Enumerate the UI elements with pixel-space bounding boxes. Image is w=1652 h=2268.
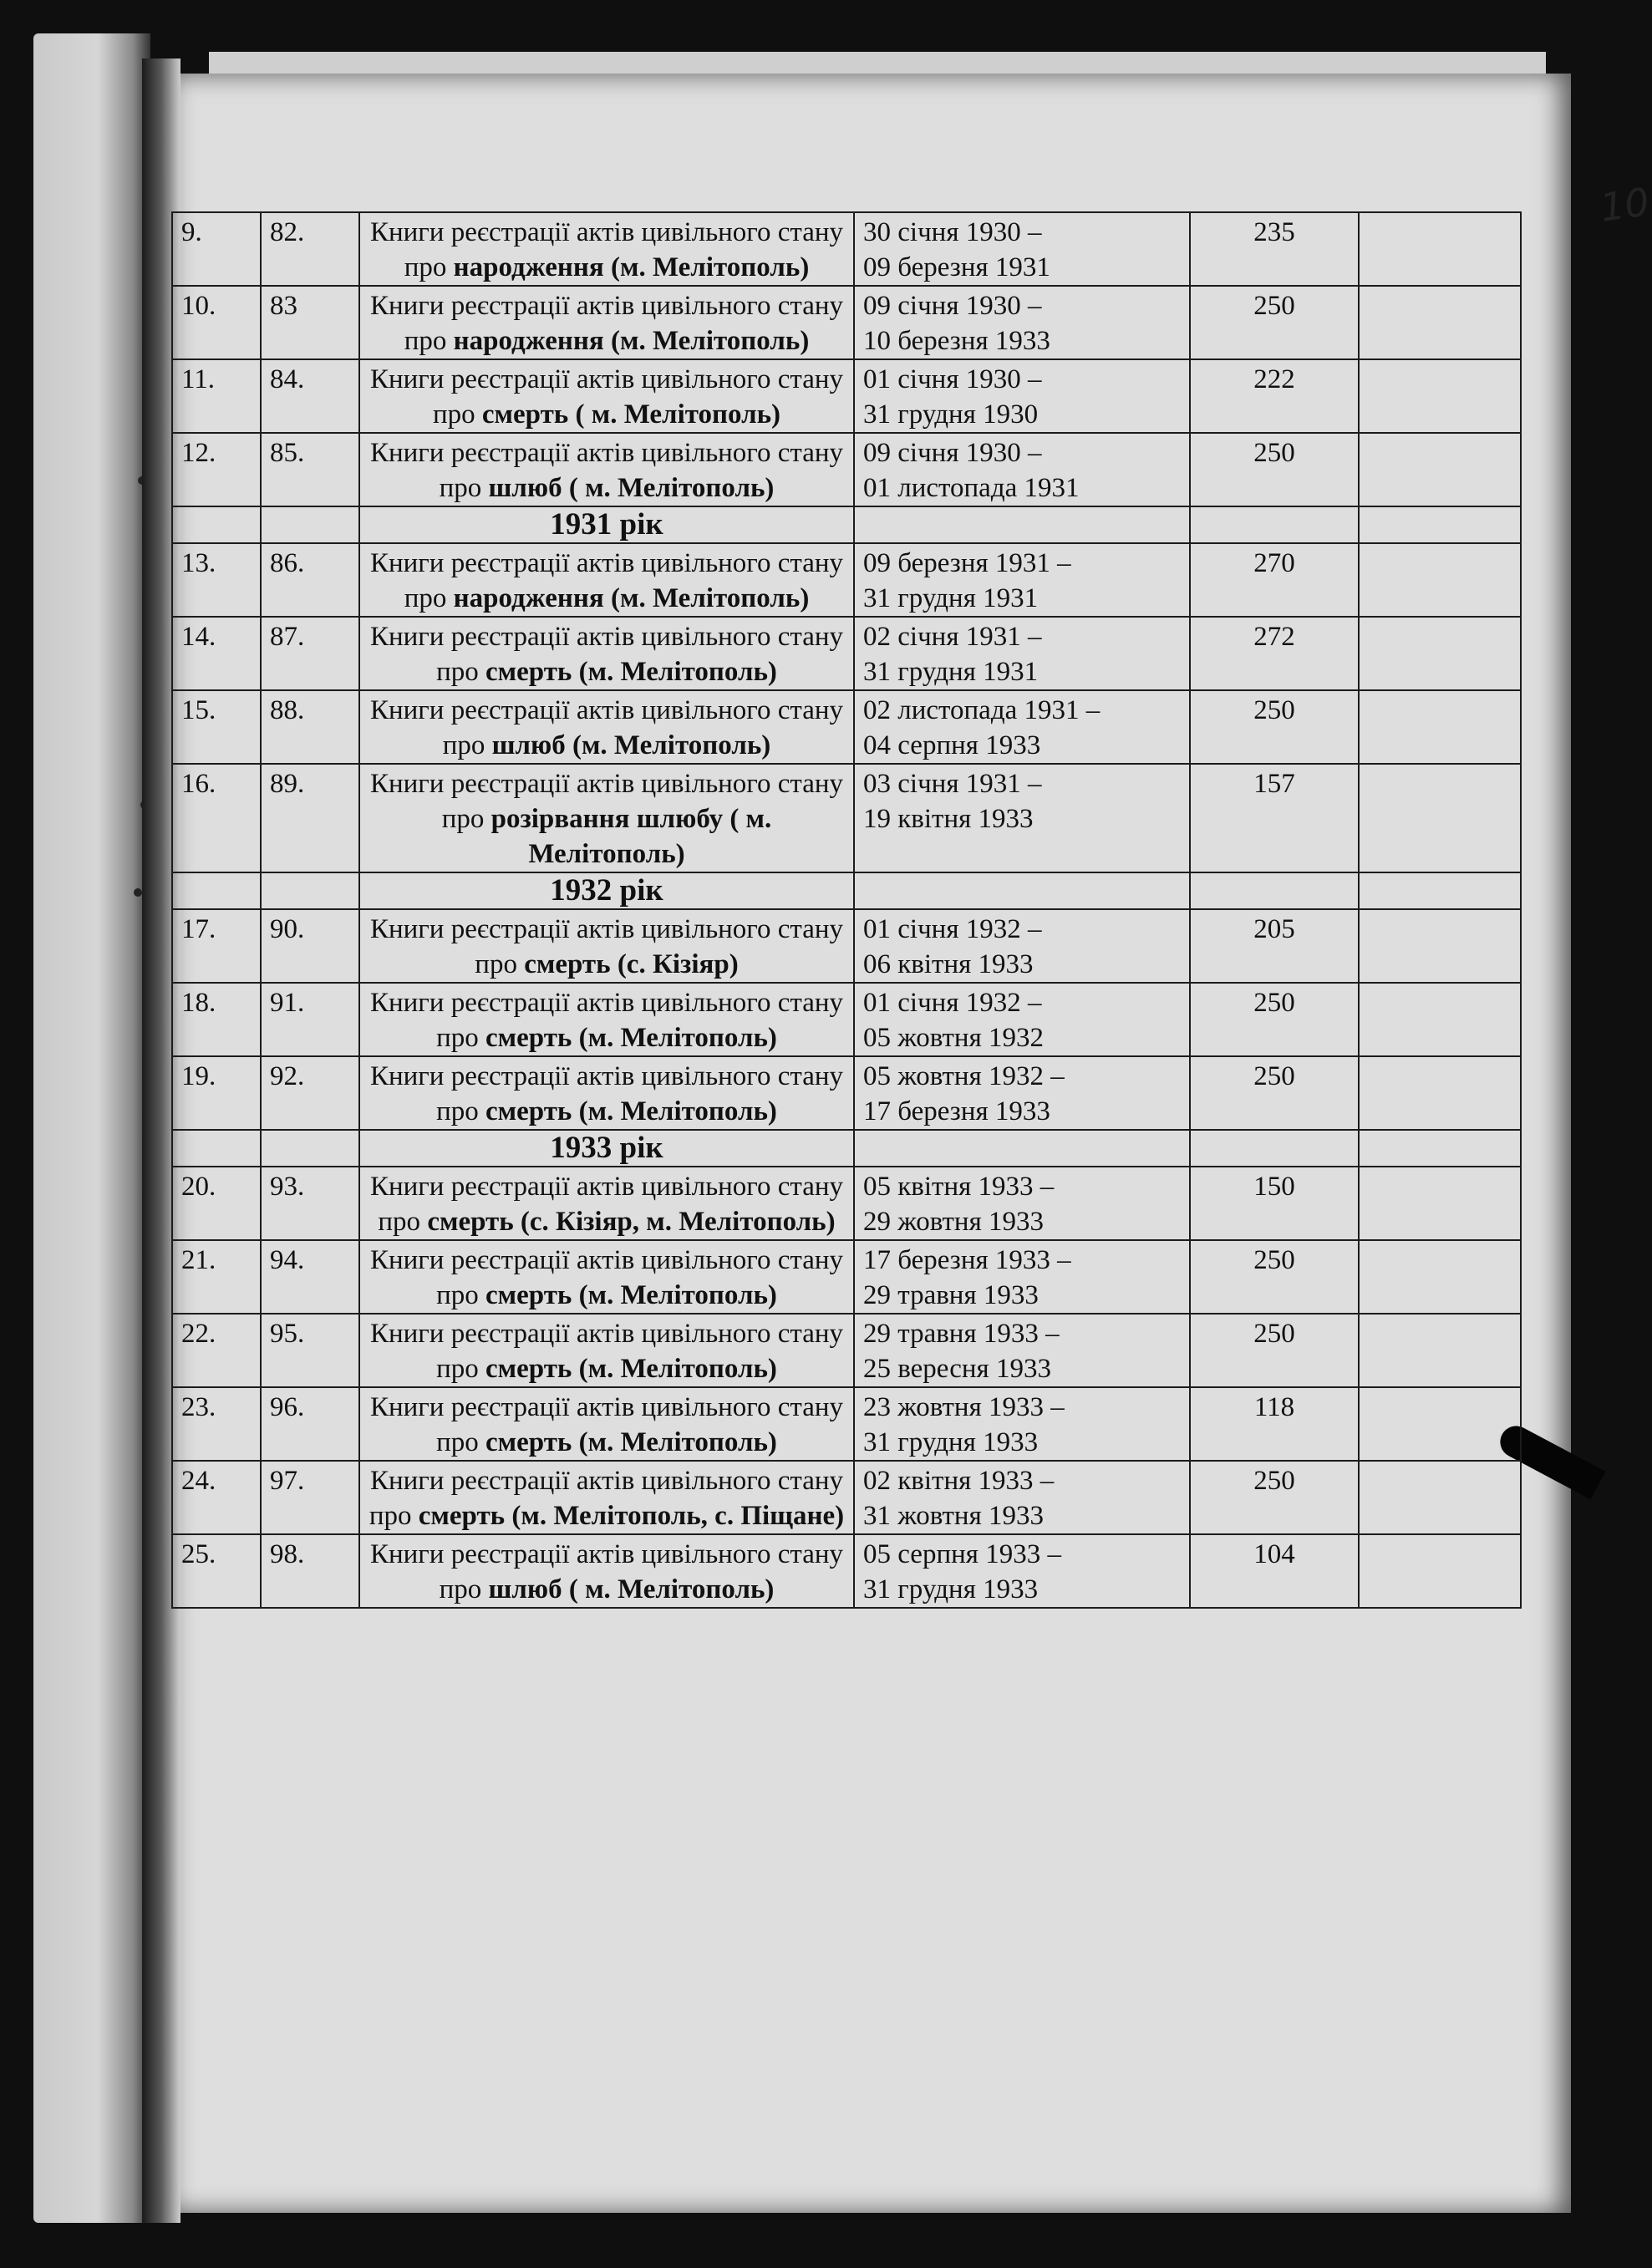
page-count: 235	[1190, 212, 1359, 286]
page-count: 250	[1190, 983, 1359, 1056]
page-count: 250	[1190, 286, 1359, 359]
title-text: Книги реєстрації актів цивільного стану про	[369, 622, 844, 687]
empty-cell	[854, 872, 1190, 909]
table-row	[172, 1387, 1521, 1461]
row-number: 18.	[172, 983, 261, 1056]
inventory-number: 88.	[261, 690, 359, 764]
date-to: 29 травня 1933	[863, 1280, 1039, 1310]
date-from: 01 січня 1932 –	[863, 988, 1042, 1018]
inventory-number: 94.	[261, 1240, 359, 1314]
date-range	[854, 1240, 1190, 1314]
date-from: 05 серпня 1933 –	[863, 1539, 1061, 1569]
inventory-number: 98.	[261, 1534, 359, 1608]
notes-cell	[1359, 909, 1521, 983]
table-row	[172, 617, 1521, 690]
empty-cell	[261, 872, 359, 909]
binding-hole	[134, 888, 142, 897]
notes-cell	[1359, 359, 1521, 433]
record-title	[359, 1461, 854, 1534]
inventory-number: 92.	[261, 1056, 359, 1130]
record-title	[359, 1387, 854, 1461]
date-range	[854, 286, 1190, 359]
date-from: 05 жовтня 1932 –	[863, 1061, 1065, 1091]
date-range	[854, 1167, 1190, 1240]
notes-cell	[1359, 690, 1521, 764]
inventory-number: 96.	[261, 1387, 359, 1461]
title-text: Книги реєстрації актів цивільного стану про	[369, 217, 844, 282]
title-text: Книги реєстрації актів цивільного стану про	[369, 1392, 844, 1457]
title-text: Книги реєстрації актів цивільного стану про	[369, 1466, 844, 1531]
date-to: 10 березня 1933	[863, 326, 1050, 356]
notes-cell	[1359, 764, 1521, 872]
notes-cell	[1359, 286, 1521, 359]
date-range	[854, 690, 1190, 764]
notes-cell	[1359, 1314, 1521, 1387]
year-label: 1932 рік	[359, 872, 854, 909]
title-subject: смерть ( м. Мелітополь)	[481, 399, 781, 430]
archive-inventory-table	[171, 211, 1522, 1609]
page-count: 270	[1190, 543, 1359, 617]
record-title	[359, 617, 854, 690]
year-header-row	[172, 506, 1521, 543]
title-subject: шлюб (м. Мелітополь)	[491, 730, 771, 760]
record-title	[359, 690, 854, 764]
empty-cell	[1359, 1130, 1521, 1167]
date-range	[854, 983, 1190, 1056]
inventory-number: 97.	[261, 1461, 359, 1534]
date-from: 01 січня 1932 –	[863, 914, 1042, 944]
title-text: Книги реєстрації актів цивільного стану про	[369, 548, 844, 613]
date-from: 29 травня 1933 –	[863, 1319, 1060, 1349]
notes-cell	[1359, 1240, 1521, 1314]
notes-cell	[1359, 433, 1521, 506]
page-count: 250	[1190, 1240, 1359, 1314]
date-from: 09 січня 1930 –	[863, 438, 1042, 468]
inventory-number: 86.	[261, 543, 359, 617]
table-row	[172, 764, 1521, 872]
empty-cell	[1190, 506, 1359, 543]
table-row	[172, 983, 1521, 1056]
title-subject: народження (м. Мелітополь)	[453, 583, 810, 613]
record-title	[359, 543, 854, 617]
title-subject: народження (м. Мелітополь)	[453, 326, 810, 356]
record-title	[359, 1534, 854, 1608]
table-row	[172, 433, 1521, 506]
title-subject: смерть (м. Мелітополь)	[485, 1023, 777, 1053]
table-row	[172, 1314, 1521, 1387]
year-header-row	[172, 1130, 1521, 1167]
title-text: Книги реєстрації актів цивільного стану про	[369, 988, 844, 1053]
table-row	[172, 1056, 1521, 1130]
date-range	[854, 212, 1190, 286]
row-number: 11.	[172, 359, 261, 433]
notes-cell	[1359, 1534, 1521, 1608]
title-text: Книги реєстрації актів цивільного стану про	[369, 1319, 844, 1384]
empty-cell	[261, 506, 359, 543]
inventory-number: 84.	[261, 359, 359, 433]
table-row	[172, 212, 1521, 286]
row-number: 20.	[172, 1167, 261, 1240]
title-subject: смерть (м. Мелітополь)	[485, 1354, 777, 1384]
inventory-number: 93.	[261, 1167, 359, 1240]
inventory-number: 95.	[261, 1314, 359, 1387]
page-count: 222	[1190, 359, 1359, 433]
empty-cell	[1190, 1130, 1359, 1167]
title-subject: смерть (с. Кізіяр, м. Мелітополь)	[427, 1207, 836, 1237]
table-row	[172, 286, 1521, 359]
date-to: 09 березня 1931	[863, 252, 1050, 282]
table-row	[172, 1167, 1521, 1240]
empty-cell	[854, 506, 1190, 543]
record-title	[359, 212, 854, 286]
date-to: 31 грудня 1931	[863, 657, 1039, 687]
empty-cell	[172, 506, 261, 543]
title-text: Книги реєстрації актів цивільного стану про	[369, 695, 844, 760]
date-range	[854, 1056, 1190, 1130]
record-title	[359, 433, 854, 506]
page-count: 118	[1190, 1387, 1359, 1461]
date-to: 04 серпня 1933	[863, 730, 1041, 760]
notes-cell	[1359, 1056, 1521, 1130]
date-range	[854, 617, 1190, 690]
table-row	[172, 1461, 1521, 1534]
date-range	[854, 1314, 1190, 1387]
notes-cell	[1359, 1167, 1521, 1240]
notes-cell	[1359, 983, 1521, 1056]
date-to: 25 вересня 1933	[863, 1354, 1051, 1384]
title-text: Книги реєстрації актів цивільного стану про	[369, 438, 844, 503]
title-subject: шлюб ( м. Мелітополь)	[488, 1574, 775, 1604]
inventory-number: 90.	[261, 909, 359, 983]
title-subject: смерть (м. Мелітополь)	[485, 1096, 777, 1126]
record-title	[359, 359, 854, 433]
folio-number: 10	[1597, 179, 1652, 231]
date-from: 01 січня 1930 –	[863, 364, 1042, 394]
year-header-row	[172, 872, 1521, 909]
date-from: 30 січня 1930 –	[863, 217, 1042, 247]
date-from: 09 березня 1931 –	[863, 548, 1071, 578]
row-number: 12.	[172, 433, 261, 506]
date-range	[854, 909, 1190, 983]
table-body	[172, 212, 1521, 1608]
row-number: 16.	[172, 764, 261, 872]
row-number: 21.	[172, 1240, 261, 1314]
date-to: 31 грудня 1933	[863, 1427, 1039, 1457]
empty-cell	[172, 1130, 261, 1167]
table-row	[172, 543, 1521, 617]
table-row	[172, 1534, 1521, 1608]
date-from: 17 березня 1933 –	[863, 1245, 1071, 1275]
inventory-number: 85.	[261, 433, 359, 506]
title-subject: шлюб ( м. Мелітополь)	[488, 473, 775, 503]
title-subject: смерть (с. Кізіяр)	[524, 949, 739, 979]
notes-cell	[1359, 1387, 1521, 1461]
date-range	[854, 433, 1190, 506]
title-subject: смерть (м. Мелітополь)	[485, 1280, 777, 1310]
date-from: 05 квітня 1933 –	[863, 1172, 1055, 1202]
title-text: Книги реєстрації актів цивільного стану про	[369, 1539, 844, 1604]
inventory-number: 82.	[261, 212, 359, 286]
date-range	[854, 1461, 1190, 1534]
record-title	[359, 909, 854, 983]
title-subject: смерть (м. Мелітополь, с. Піщане)	[418, 1501, 845, 1531]
notes-cell	[1359, 543, 1521, 617]
record-title	[359, 1314, 854, 1387]
record-title	[359, 983, 854, 1056]
title-subject: народження (м. Мелітополь)	[453, 252, 810, 282]
table-row	[172, 359, 1521, 433]
page-count: 272	[1190, 617, 1359, 690]
row-number: 17.	[172, 909, 261, 983]
row-number: 19.	[172, 1056, 261, 1130]
record-title	[359, 1167, 854, 1240]
empty-cell	[1359, 506, 1521, 543]
date-from: 02 січня 1931 –	[863, 622, 1042, 652]
date-range	[854, 1387, 1190, 1461]
date-from: 03 січня 1931 –	[863, 769, 1042, 799]
page-count: 250	[1190, 1056, 1359, 1130]
page-count: 250	[1190, 1461, 1359, 1534]
inventory-number: 89.	[261, 764, 359, 872]
title-text: Книги реєстрації актів цивільного стану про	[369, 914, 844, 979]
record-title	[359, 286, 854, 359]
date-to: 31 жовтня 1933	[863, 1501, 1044, 1531]
notes-cell	[1359, 617, 1521, 690]
inventory-number: 83	[261, 286, 359, 359]
title-text: Книги реєстрації актів цивільного стану про	[369, 291, 844, 356]
date-to: 31 грудня 1931	[863, 583, 1039, 613]
date-range	[854, 764, 1190, 872]
row-number: 23.	[172, 1387, 261, 1461]
empty-cell	[1190, 872, 1359, 909]
row-number: 15.	[172, 690, 261, 764]
row-number: 22.	[172, 1314, 261, 1387]
row-number: 10.	[172, 286, 261, 359]
inventory-number: 91.	[261, 983, 359, 1056]
table-row	[172, 690, 1521, 764]
title-text: Книги реєстрації актів цивільного стану про	[369, 1172, 844, 1237]
row-number: 14.	[172, 617, 261, 690]
empty-cell	[854, 1130, 1190, 1167]
binding-back-sheet	[33, 33, 150, 2223]
date-to: 06 квітня 1933	[863, 949, 1034, 979]
table-row	[172, 1240, 1521, 1314]
date-from: 09 січня 1930 –	[863, 291, 1042, 321]
row-number: 25.	[172, 1534, 261, 1608]
date-to: 19 квітня 1933	[863, 804, 1034, 834]
title-subject: смерть (м. Мелітополь)	[485, 1427, 777, 1457]
date-range	[854, 359, 1190, 433]
date-to: 17 березня 1933	[863, 1096, 1050, 1126]
date-to: 31 грудня 1930	[863, 399, 1039, 430]
record-title	[359, 1056, 854, 1130]
title-subject: смерть (м. Мелітополь)	[485, 657, 777, 687]
row-number: 13.	[172, 543, 261, 617]
date-from: 23 жовтня 1933 –	[863, 1392, 1065, 1422]
page-count: 157	[1190, 764, 1359, 872]
date-range	[854, 1534, 1190, 1608]
date-from: 02 квітня 1933 –	[863, 1466, 1055, 1496]
title-text: Книги реєстрації актів цивільного стану про	[369, 1061, 844, 1126]
page-count: 150	[1190, 1167, 1359, 1240]
title-text: Книги реєстрації актів цивільного стану про	[369, 1245, 844, 1310]
row-number: 9.	[172, 212, 261, 286]
page-count: 250	[1190, 433, 1359, 506]
record-title	[359, 764, 854, 872]
date-to: 31 грудня 1933	[863, 1574, 1039, 1604]
page-count: 250	[1190, 1314, 1359, 1387]
page-count: 250	[1190, 690, 1359, 764]
year-label: 1933 рік	[359, 1130, 854, 1167]
empty-cell	[261, 1130, 359, 1167]
date-to: 01 листопада 1931	[863, 473, 1080, 503]
date-range	[854, 543, 1190, 617]
table-row	[172, 909, 1521, 983]
date-to: 05 жовтня 1932	[863, 1023, 1044, 1053]
row-number: 24.	[172, 1461, 261, 1534]
date-from: 02 листопада 1931 –	[863, 695, 1100, 725]
year-label: 1931 рік	[359, 506, 854, 543]
title-text: Книги реєстрації актів цивільного стану про	[369, 769, 844, 834]
notes-cell	[1359, 1461, 1521, 1534]
page-count: 104	[1190, 1534, 1359, 1608]
page-count: 205	[1190, 909, 1359, 983]
empty-cell	[1359, 872, 1521, 909]
empty-cell	[172, 872, 261, 909]
date-to: 29 жовтня 1933	[863, 1207, 1044, 1237]
record-title	[359, 1240, 854, 1314]
inventory-number: 87.	[261, 617, 359, 690]
title-subject: розірвання шлюбу ( м. Мелітополь)	[491, 804, 772, 869]
notes-cell	[1359, 212, 1521, 286]
title-text: Книги реєстрації актів цивільного стану про	[369, 364, 844, 430]
